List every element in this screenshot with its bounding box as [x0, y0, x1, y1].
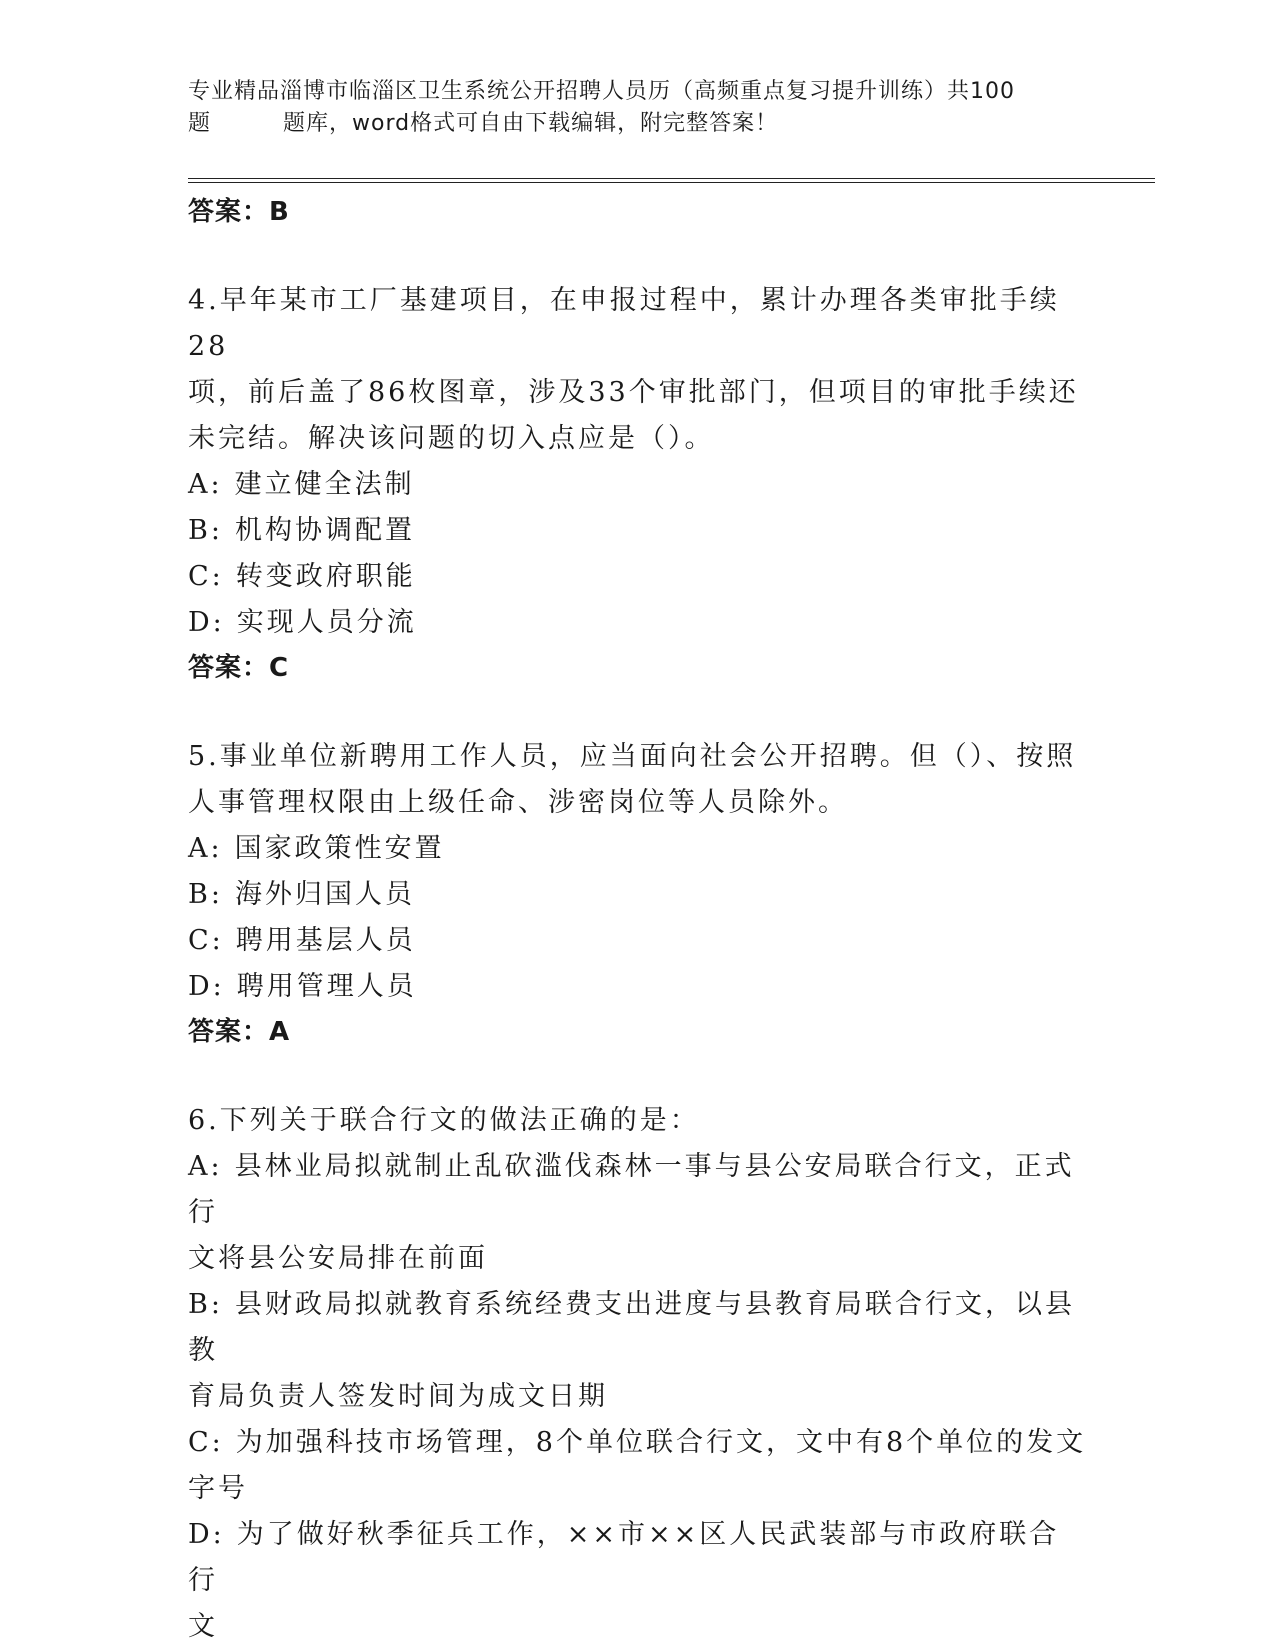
option-text: 转变政府职能 — [235, 561, 416, 592]
option-key: A: — [188, 833, 223, 864]
option-key: A: — [188, 1151, 223, 1182]
option-b — [188, 1282, 1088, 1374]
option-text-continued: 文将县公安局排在前面 — [188, 1243, 488, 1274]
option-b — [188, 872, 1088, 918]
option-text: 县财政局拟就教育系统经费支出进度与县教育局联合行文，以县教 — [188, 1289, 1075, 1366]
header-rule-top — [188, 178, 1155, 179]
option-text: 聘用基层人员 — [235, 925, 416, 956]
option-text-continued: 字号 — [188, 1473, 248, 1504]
option-text: 为加强科技市场管理，8个单位联合行文，文中有8个单位的发文 — [235, 1427, 1087, 1458]
header-line-1: 专业精品淄博市临淄区卫生系统公开招聘人员历（高频重点复习提升训练）共100 — [188, 79, 1015, 104]
option-a — [188, 1144, 1088, 1236]
page-header — [188, 76, 1088, 140]
option-key: D: — [188, 971, 225, 1002]
question-stem-line: 6.下列关于联合行文的做法正确的是： — [188, 1105, 700, 1136]
question-stem-line: 人事管理权限由上级任命、涉密岗位等人员除外。 — [188, 787, 848, 818]
question-block — [188, 734, 1088, 1054]
option-key: A: — [188, 469, 223, 500]
option-a — [188, 826, 1088, 872]
option-key: B: — [188, 515, 223, 546]
header-rule-bottom — [188, 182, 1155, 183]
option-d — [188, 1512, 1088, 1604]
option-key: D: — [188, 1519, 225, 1550]
answer-label: 答案：C — [188, 653, 290, 683]
option-c — [188, 918, 1088, 964]
option-b — [188, 508, 1088, 554]
option-text: 海外归国人员 — [234, 879, 415, 910]
option-key: B: — [188, 879, 223, 910]
option-c — [188, 1420, 1088, 1466]
answer-label: 答案：B — [188, 197, 290, 227]
option-text-continued: 育局负责人签发时间为成文日期 — [188, 1381, 608, 1412]
option-text: 机构协调配置 — [234, 515, 415, 546]
question-stem-line: 5.事业单位新聘用工作人员，应当面向社会公开招聘。但（）、按照 — [188, 741, 1077, 772]
option-text: 建立健全法制 — [234, 469, 415, 500]
option-text-continued: 文 — [188, 1611, 218, 1642]
option-key: D: — [188, 607, 225, 638]
answer-label: 答案：A — [188, 1017, 291, 1047]
question-stem-line: 4.早年某市工厂基建项目，在申报过程中，累计办理各类审批手续28 — [188, 285, 1060, 362]
question-content — [188, 190, 1088, 1650]
option-key: C: — [188, 561, 224, 592]
option-text: 为了做好秋季征兵工作，××市××区人民武装部与市政府联合行 — [188, 1519, 1060, 1596]
option-key: B: — [188, 1289, 223, 1320]
option-c — [188, 554, 1088, 600]
option-d — [188, 964, 1088, 1010]
question-stem-line: 未完结。解决该问题的切入点应是（）。 — [188, 423, 715, 454]
option-text: 县林业局拟就制止乱砍滥伐森林一事与县公安局联合行文，正式行 — [188, 1151, 1075, 1228]
option-key: C: — [188, 925, 224, 956]
question-block — [188, 278, 1088, 690]
header-line-2 — [188, 108, 1088, 140]
option-key: C: — [188, 1427, 224, 1458]
option-text: 实现人员分流 — [236, 607, 417, 638]
header-line-2-rest: 题库，word格式可自由下载编辑，附完整答案！ — [283, 111, 779, 136]
option-text: 国家政策性安置 — [234, 833, 445, 864]
option-d — [188, 600, 1088, 646]
question-stem-line: 项，前后盖了86枚图章，涉及33个审批部门，但项目的审批手续还 — [188, 377, 1079, 408]
question-block — [188, 1098, 1088, 1650]
option-text: 聘用管理人员 — [236, 971, 417, 1002]
header-line-2-start: 题 — [188, 111, 212, 136]
option-a — [188, 462, 1088, 508]
